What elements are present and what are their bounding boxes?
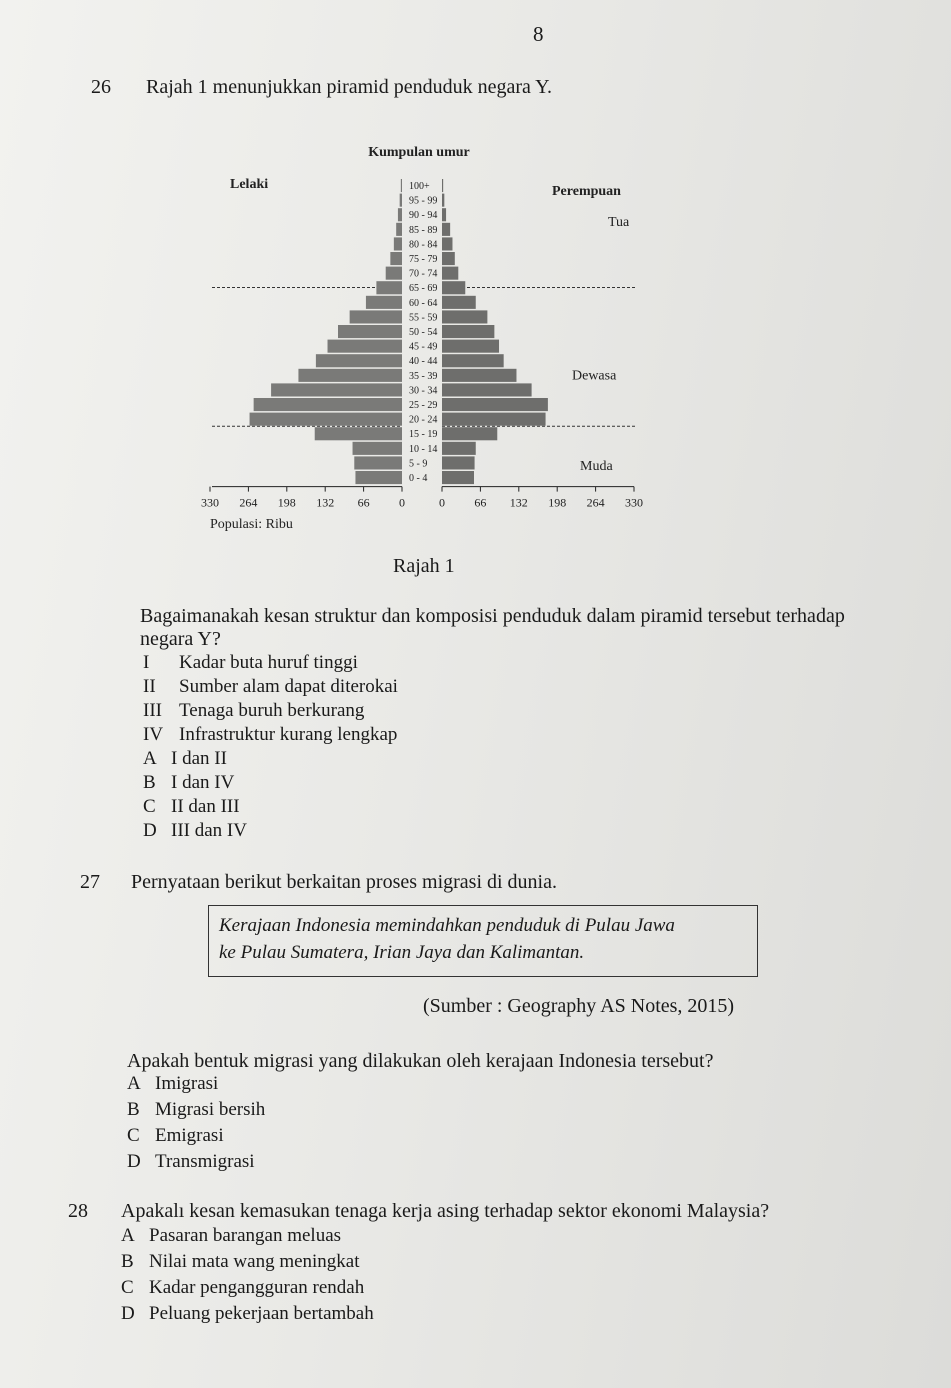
male-bar-75 - 79 <box>390 252 402 265</box>
quote-line-1: Kerajaan Indonesia memindahkan penduduk di Pulau Jawa <box>219 915 675 936</box>
age-label: 0 - 4 <box>409 473 428 484</box>
zone-label-muda: Muda <box>580 459 613 474</box>
q28-option-d[interactable]: D Peluang pekerjaan bertambah <box>121 1303 374 1324</box>
female-bar-15 - 19 <box>442 427 497 440</box>
male-bar-20 - 24 <box>250 413 402 426</box>
male-bar-65 - 69 <box>376 281 402 294</box>
female-bar-65 - 69 <box>442 281 465 294</box>
q26-question-cont: negara Y? <box>140 628 221 650</box>
age-label: 90 - 94 <box>409 210 438 222</box>
q26-intro: Rajah 1 menunjukkan piramid penduduk negara Y. <box>146 76 553 98</box>
age-label: 60 - 64 <box>409 297 438 309</box>
tick-label: 330 <box>625 495 643 510</box>
tick-label: 132 <box>509 495 528 510</box>
female-bar-70 - 74 <box>442 267 458 280</box>
q26-option-b[interactable]: B I dan IV <box>143 772 235 793</box>
age-label: 50 - 54 <box>409 327 438 338</box>
tick-label: 66 <box>357 495 370 510</box>
female-bar-50 - 54 <box>442 325 494 338</box>
female-bar-45 - 49 <box>442 340 499 353</box>
figure-caption: Rajah 1 <box>393 555 455 577</box>
age-label: 75 - 79 <box>409 254 438 265</box>
age-label: 30 - 34 <box>409 385 438 397</box>
quote-line-2: ke Pulau Sumatera, Irian Jaya dan Kalimantan. <box>219 942 585 963</box>
tick-label: 264 <box>586 495 605 510</box>
quote-box <box>208 905 758 977</box>
female-bar-35 - 39 <box>442 369 516 382</box>
q27-number: 27 <box>80 871 100 893</box>
q27-option-c[interactable]: C Emigrasi <box>127 1125 224 1146</box>
female-bar-95 - 99 <box>442 194 444 207</box>
male-bar-85 - 89 <box>396 223 402 236</box>
male-bar-60 - 64 <box>366 296 402 309</box>
statement-ii: II Sumber alam dapat diterokai <box>143 676 398 697</box>
legend-lelaki: Lelaki <box>230 177 269 192</box>
female-bar-25 - 29 <box>442 398 548 411</box>
age-label: 80 - 84 <box>409 239 438 251</box>
x-axis-label: Populasi: Ribu <box>210 517 293 532</box>
male-bar-25 - 29 <box>254 398 402 411</box>
age-label: 95 - 99 <box>409 195 438 207</box>
female-bar-30 - 34 <box>442 383 532 396</box>
q27-option-a[interactable]: A Imigrasi <box>127 1073 219 1094</box>
tick-label: 66 <box>474 495 487 510</box>
age-label: 65 - 69 <box>409 283 438 295</box>
age-label: 10 - 14 <box>409 443 438 455</box>
age-label: 100+ <box>409 181 430 192</box>
age-label: 55 - 59 <box>409 312 438 324</box>
male-bar-45 - 49 <box>328 340 402 353</box>
q26-option-d[interactable]: D III dan IV <box>143 820 247 841</box>
male-bar-90 - 94 <box>398 208 402 221</box>
statement-iv: IV Infrastruktur kurang lengkap <box>143 724 398 745</box>
q27-option-d[interactable]: D Transmigrasi <box>127 1151 255 1172</box>
q28-option-a[interactable]: A Pasaran barangan meluas <box>121 1225 342 1246</box>
female-bar-5 - 9 <box>442 456 475 469</box>
tick-label: 330 <box>201 495 219 510</box>
q28-option-c[interactable]: C Kadar pengangguran rendah <box>121 1277 365 1298</box>
tick-label: 198 <box>277 495 296 510</box>
tick-label: 0 <box>439 495 445 510</box>
q28-option-b[interactable]: B Nilai mata wang meningkat <box>121 1251 360 1272</box>
statement-iii: III Tenaga buruh berkurang <box>143 700 365 721</box>
female-bar-55 - 59 <box>442 310 487 323</box>
q28-number: 28 <box>68 1200 88 1222</box>
q26-option-a[interactable]: A I dan II <box>143 748 227 769</box>
female-bar-10 - 14 <box>442 442 476 455</box>
statement-i: I Kadar buta huruf tinggi <box>143 652 358 673</box>
male-bar-40 - 44 <box>316 354 402 367</box>
female-bar-100+ <box>442 179 443 192</box>
age-label: 85 - 89 <box>409 224 438 236</box>
age-label: 40 - 44 <box>409 356 438 368</box>
zone-label-tua: Tua <box>608 215 630 231</box>
male-bar-35 - 39 <box>298 369 402 382</box>
q27-option-b[interactable]: B Migrasi bersih <box>127 1099 266 1120</box>
tick-label: 132 <box>316 495 335 510</box>
male-bar-10 - 14 <box>353 442 402 455</box>
female-bar-0 - 4 <box>442 471 474 484</box>
tick-label: 0 <box>399 495 405 510</box>
page-number: 8 <box>533 22 544 46</box>
age-label: 45 - 49 <box>409 341 438 353</box>
female-bar-90 - 94 <box>442 208 446 221</box>
male-bar-70 - 74 <box>386 267 402 280</box>
age-label: 15 - 19 <box>409 429 438 441</box>
q27-question: Apakah bentuk migrasi yang dilakukan oleh kerajaan Indonesia tersebut? <box>127 1050 714 1072</box>
male-bar-95 - 99 <box>400 194 402 207</box>
age-label: 35 - 39 <box>409 370 438 382</box>
tick-label: 264 <box>239 495 258 510</box>
male-bar-100+ <box>401 179 402 192</box>
q26-number: 26 <box>91 76 111 98</box>
tick-label: 198 <box>548 495 567 510</box>
source-citation: (Sumber : Geography AS Notes, 2015) <box>423 995 735 1017</box>
q26-question: Bagaimanakah kesan struktur dan komposisi penduduk dalam piramid tersebut terhadap <box>140 605 845 627</box>
female-bar-85 - 89 <box>442 223 450 236</box>
q26-option-c[interactable]: C II dan III <box>143 796 240 817</box>
q27-intro: Pernyataan berikut berkaitan proses migrasi di dunia. <box>131 871 557 893</box>
zone-label-dewasa: Dewasa <box>572 368 617 384</box>
female-bar-80 - 84 <box>442 237 452 250</box>
q28-question: Apakalı kesan kemasukan tenaga kerja asing terhadap sektor ekonomi Malaysia? <box>121 1200 770 1222</box>
female-bar-75 - 79 <box>442 252 455 265</box>
chart-title: Kumpulan umur <box>368 145 470 160</box>
male-bar-50 - 54 <box>338 325 402 338</box>
male-bar-0 - 4 <box>355 471 402 484</box>
age-label: 20 - 24 <box>409 414 438 426</box>
female-bar-20 - 24 <box>442 413 546 426</box>
female-bar-40 - 44 <box>442 354 504 367</box>
age-label: 25 - 29 <box>409 400 438 411</box>
male-bar-5 - 9 <box>354 456 402 469</box>
age-label: 5 - 9 <box>409 458 428 470</box>
legend-perempuan: Perempuan <box>552 184 621 199</box>
age-label: 70 - 74 <box>409 268 438 280</box>
male-bar-80 - 84 <box>394 237 402 250</box>
population-pyramid-chart <box>180 138 660 538</box>
female-bar-60 - 64 <box>442 296 476 309</box>
male-bar-55 - 59 <box>350 310 402 323</box>
male-bar-30 - 34 <box>271 383 402 396</box>
male-bar-15 - 19 <box>315 427 402 440</box>
